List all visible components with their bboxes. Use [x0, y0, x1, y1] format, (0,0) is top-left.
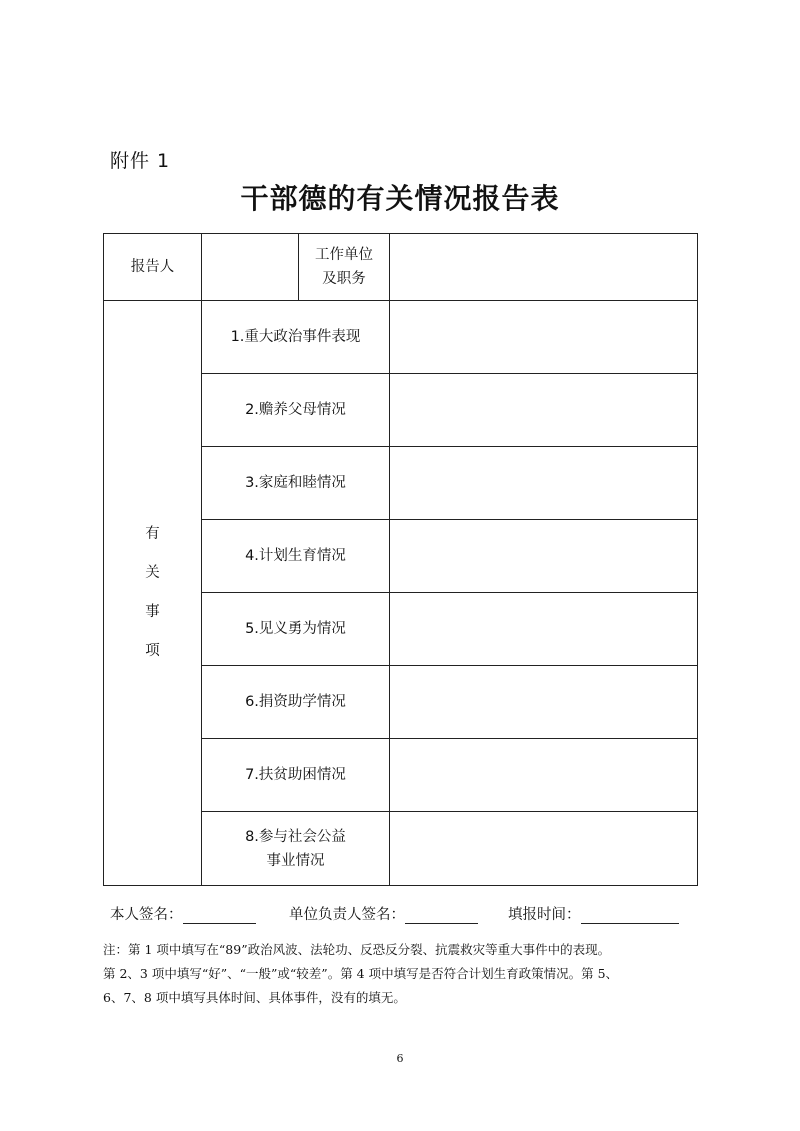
- item-field[interactable]: [390, 666, 698, 739]
- unit-label-line2: 及职务: [322, 271, 366, 287]
- item-field[interactable]: [390, 739, 698, 812]
- section-label-cell: [104, 301, 202, 886]
- item-label-cell: [202, 666, 390, 739]
- fill-date-line[interactable]: [581, 906, 679, 924]
- section-label-char: 有: [145, 526, 160, 542]
- self-signature-label: 本人签名：: [110, 907, 183, 923]
- unit-head-signature-label: 单位负责人签名：: [289, 907, 405, 923]
- item-field[interactable]: [390, 812, 698, 886]
- item-label: 6.捐资助学情况: [245, 694, 346, 710]
- unit-head-signature: [289, 903, 478, 924]
- unit-label-line1: 工作单位: [315, 247, 373, 263]
- fill-date-label: 填报时间：: [508, 907, 581, 923]
- note-line: 第 2、3 项中填写“好”、“一般”或“较差”。第 4 项中填写是否符合计划生育政策情况。第 5、: [103, 966, 619, 981]
- self-signature-line[interactable]: [183, 906, 256, 924]
- item-label: 7.扶贫助困情况: [245, 767, 346, 783]
- item-field[interactable]: [390, 447, 698, 520]
- report-form-table: [103, 233, 698, 886]
- item-label-line2: 事业情况: [266, 852, 325, 869]
- self-signature: [110, 903, 256, 924]
- reporter-field[interactable]: [202, 234, 299, 301]
- section-label-char: 关: [145, 565, 160, 581]
- item-label: 5.见义勇为情况: [245, 621, 346, 637]
- unit-position-field[interactable]: [390, 234, 698, 301]
- reporter-label-cell: [104, 234, 202, 301]
- item-label-cell: [202, 374, 390, 447]
- fill-date: [508, 903, 679, 924]
- item-label-cell: [202, 812, 390, 886]
- item-label: 4.计划生育情况: [245, 548, 346, 564]
- attachment-label: 附件 1: [110, 150, 171, 172]
- reporter-label: 报告人: [130, 259, 175, 275]
- item-label-cell: [202, 520, 390, 593]
- page-number: 6: [396, 1052, 404, 1065]
- item-label: 1.重大政治事件表现: [230, 329, 361, 345]
- page-title: 干部德的有关情况报告表: [240, 182, 560, 215]
- item-field[interactable]: [390, 593, 698, 666]
- item-label: 3.家庭和睦情况: [245, 475, 346, 491]
- item-label-cell: [202, 739, 390, 812]
- note-line: 注：第 1 项中填写在“89”政治风波、法轮功、反恐反分裂、抗震救灾等重大事件中的表现。: [103, 942, 611, 957]
- notes: [103, 938, 703, 1010]
- unit-label-cell: [299, 234, 390, 301]
- section-label-char: 项: [145, 643, 160, 659]
- item-label-cell: [202, 447, 390, 520]
- note-line: 6、7、8 项中填写具体时间、具体事件，没有的填无。: [103, 990, 406, 1005]
- item-field[interactable]: [390, 301, 698, 374]
- item-label-cell: [202, 593, 390, 666]
- section-label-char: 事: [145, 604, 160, 620]
- item-field[interactable]: [390, 520, 698, 593]
- item-label: 8.参与社会公益: [245, 828, 346, 845]
- unit-head-signature-line[interactable]: [405, 906, 478, 924]
- item-label: 2.赡养父母情况: [245, 402, 346, 418]
- item-field[interactable]: [390, 374, 698, 447]
- item-label-cell: [202, 301, 390, 374]
- section-label: [145, 515, 160, 671]
